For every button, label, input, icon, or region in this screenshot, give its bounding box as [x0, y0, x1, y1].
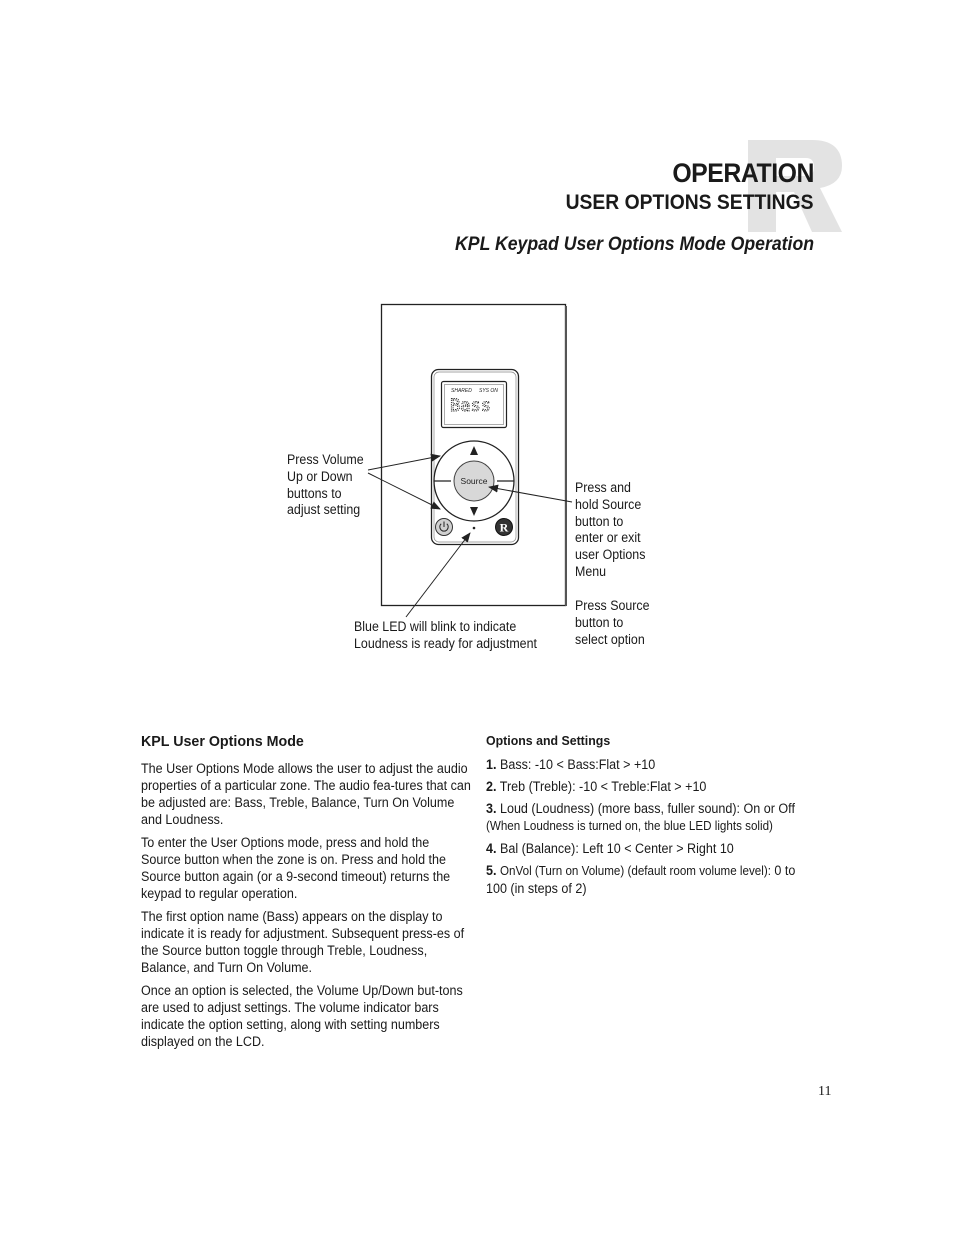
list-item: 3. Loud (Loudness) (more bass, fuller sound): On or Off (When Loudness is turned on, the blue LED lights solid): [486, 801, 795, 833]
page-title: OPERATION: [672, 158, 814, 188]
source-button-label: Source: [460, 476, 488, 486]
list-item: 1. Bass: -10 < Bass:Flat > +10: [486, 757, 656, 772]
callout-hold-source: Press and hold Source button to enter or exit user Options Menu: [575, 480, 646, 579]
options-and-settings-section: [486, 733, 816, 902]
list-item: 5. OnVol (Turn on Volume) (default room volume level): 0 to 100 (in steps of 2): [486, 863, 796, 896]
callout-select-option: Press Source button to select option: [575, 598, 650, 647]
lcd-indicator-sys-on: SYS ON: [479, 388, 498, 394]
paragraph: Once an option is selected, the Volume Up/Down but-tons are used to adjust settings. The volume indicator bars indicate the option setting, along with setting numbers displayed on the LCD.: [141, 983, 463, 1049]
svg-text:R: R: [499, 520, 509, 535]
user-options-mode-section: [141, 733, 471, 1056]
paragraph: The first option name (Bass) appears on the display to indicate it is ready for adjustment. Subsequent press-es of the Source button toggle through Treble, Loudness, Balance, and Turn On Volume.: [141, 909, 465, 975]
page-number: 11: [818, 1084, 832, 1099]
section-title: KPL User Options Mode: [141, 733, 304, 750]
list-item: 4. Bal (Balance): Left 10 < Center > Right 10: [486, 841, 734, 856]
led-indicator: [473, 527, 476, 530]
list-item: 2. Treb (Treble): -10 < Treble:Flat > +10: [486, 779, 707, 794]
section-heading: KPL Keypad User Options Mode Operation: [454, 234, 814, 255]
callout-volume: Press Volume Up or Down buttons to adjust setting: [287, 452, 364, 518]
paragraph: The User Options Mode allows the user to adjust the audio properties of a particular zone. The audio fea-tures that can be adjusted are: Bass, Treble, Balance, Turn On Volume and Loudness.: [141, 761, 471, 827]
lcd-text: Bass: [450, 396, 491, 416]
callout-led: Blue LED will blink to indicate Loudness is ready for adjustment: [354, 619, 537, 651]
lcd-indicator-shared: SHARED: [451, 388, 472, 394]
page-subtitle: USER OPTIONS SETTINGS: [566, 191, 814, 214]
section-title: Options and Settings: [486, 733, 611, 748]
paragraph: To enter the User Options mode, press and hold the Source button when the zone is on. Press and hold the Source button again (or a 9-second timeout) returns the keypad to regular operation.: [141, 835, 451, 901]
